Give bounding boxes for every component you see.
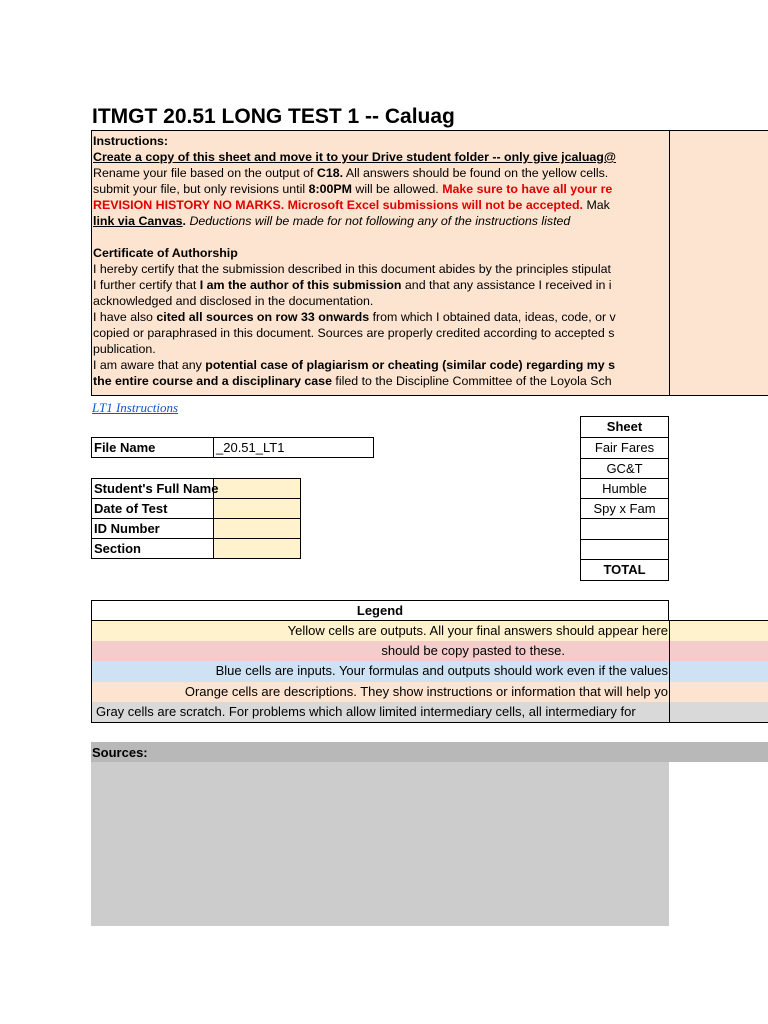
sheet-row: Spy x Fam xyxy=(580,498,669,519)
legend-edge xyxy=(669,702,670,722)
certificate-line-7: I am aware that any potential case of plagiarism or cheating (similar code) regarding my s xyxy=(93,358,615,372)
sheet-row xyxy=(580,518,669,539)
certificate-line-6: publication. xyxy=(93,342,156,356)
legend-blue-text: Blue cells are inputs. Your formulas and outputs should work even if the values xyxy=(215,663,668,678)
instructions-box xyxy=(91,130,768,396)
legend-orange-text: Orange cells are descriptions. They show instructions or information that will help yo xyxy=(184,684,668,699)
legend-row-yellow xyxy=(91,620,768,641)
legend-edge xyxy=(669,621,670,641)
certificate-line-2: I further certify that I am the author of this submission and that any assistance I received in i xyxy=(93,278,612,292)
sheet-row xyxy=(580,539,669,560)
sources-header: Sources: xyxy=(91,742,768,762)
legend-pink-text: should be copy pasted to these. xyxy=(381,643,565,658)
legend-row-pink xyxy=(91,641,768,662)
certificate-heading: Certificate of Authorship xyxy=(93,246,238,260)
instructions-line-1: Create a copy of this sheet and move it to your Drive student folder -- only give jcaluag@ xyxy=(93,150,616,164)
legend-row-gray xyxy=(91,702,768,723)
instructions-line-4: REVISION HISTORY NO MARKS. Microsoft Excel submissions will not be accepted. Mak xyxy=(93,198,610,212)
instructions-blank xyxy=(93,229,669,245)
sheet-table-total: TOTAL xyxy=(580,559,669,581)
section-label: Section xyxy=(91,538,214,559)
file-name-label: File Name xyxy=(91,437,214,458)
lt1-instructions-link[interactable]: LT1 Instructions xyxy=(92,400,179,415)
legend-yellow-text: Yellow cells are outputs. All your final answers should appear here xyxy=(287,623,668,638)
instructions-line-2: Rename your file based on the output of C18. All answers should be found on the yellow cells. xyxy=(93,166,609,180)
certificate-line-4: I have also cited all sources on row 33 onwards from which I obtained data, ideas, code, or v xyxy=(93,310,616,324)
instructions-heading: Instructions: xyxy=(93,134,169,148)
id-number-input[interactable] xyxy=(213,518,301,539)
sheet-table-header: Sheet xyxy=(580,416,669,437)
legend-row-blue xyxy=(91,661,768,682)
legend-edge xyxy=(669,661,670,682)
date-of-test-label: Date of Test xyxy=(91,498,214,519)
sheet-row: GC&T xyxy=(580,458,669,479)
legend-edge xyxy=(669,682,670,703)
student-full-name-label: Student's Full Name xyxy=(91,478,214,499)
instructions-column-edge xyxy=(669,131,670,395)
legend-edge xyxy=(669,641,670,662)
date-of-test-input[interactable] xyxy=(213,498,301,519)
instructions-line-5: link via Canvas. Deductions will be made for not following any of the instructions listed xyxy=(93,214,571,228)
legend-row-orange xyxy=(91,682,768,703)
certificate-line-8: the entire course and a disciplinary case filed to the Discipline Committee of the Loyola Sch xyxy=(93,374,612,388)
legend-header: Legend xyxy=(91,600,669,621)
legend-gray-text: Gray cells are scratch. For problems which allow limited intermediary cells, all intermediary for xyxy=(96,704,636,719)
certificate-line-3: acknowledged and disclosed in the documentation. xyxy=(93,294,374,308)
file-name-value[interactable]: _20.51_LT1 xyxy=(213,437,374,458)
instructions-line-3: submit your file, but only revisions until 8:00PM will be allowed. Make sure to have all your re xyxy=(93,182,613,196)
section-input[interactable] xyxy=(213,538,301,559)
sheet-row: Fair Fares xyxy=(580,437,669,458)
student-full-name-input[interactable] xyxy=(213,478,301,499)
certificate-line-5: copied or paraphrased in this document. Sources are properly credited according to accepted s xyxy=(93,326,615,340)
certificate-line-1: I hereby certify that the submission described in this document abides by the principles stipulat xyxy=(93,262,611,276)
id-number-label: ID Number xyxy=(91,518,214,539)
page-title: ITMGT 20.51 LONG TEST 1 -- Caluag xyxy=(92,105,455,128)
sheet-row: Humble xyxy=(580,478,669,499)
sources-area[interactable] xyxy=(91,762,669,926)
